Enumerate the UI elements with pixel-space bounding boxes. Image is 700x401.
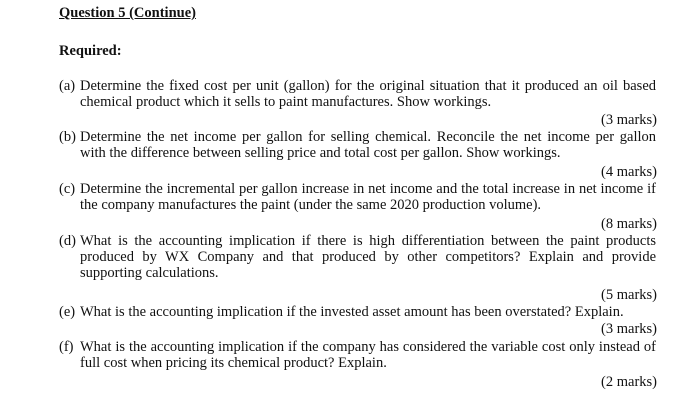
question-c-marks: (8 marks) — [601, 216, 657, 232]
question-f-text: What is the accounting implication if the company has considered the variable cost only instead of full cost when pricing its chemical product? Explain. — [80, 339, 656, 371]
question-c-letter: (c) — [59, 181, 76, 197]
required-label: Required: — [59, 43, 122, 59]
question-d-letter: (d) — [59, 233, 76, 249]
question-e-marks: (3 marks) — [601, 321, 657, 337]
question-e-letter: (e) — [59, 304, 76, 320]
question-heading: Question 5 (Continue) — [59, 5, 196, 21]
question-f-letter: (f) — [59, 339, 74, 355]
question-b-text: Determine the net income per gallon for selling chemical. Reconcile the net income per gallon with the difference between selling price and total cost per gallon. Show workings. — [80, 129, 656, 161]
question-d-marks: (5 marks) — [601, 287, 657, 303]
question-d-text: What is the accounting implication if there is high differentiation between the paint products produced by WX Company and that produced by other competitors? Explain and provide supporting calculations. — [80, 233, 656, 281]
question-a-letter: (a) — [59, 78, 76, 94]
question-b-letter: (b) — [59, 129, 76, 145]
question-b-marks: (4 marks) — [601, 164, 657, 180]
question-a-marks: (3 marks) — [601, 112, 657, 128]
question-c-text: Determine the incremental per gallon increase in net income and the total increase in net income if the company manufactures the paint (under the same 2020 production volume). — [80, 181, 656, 213]
question-a-text: Determine the fixed cost per unit (gallon) for the original situation that it produced an oil based chemical product which it sells to paint manufactures. Show workings. — [80, 78, 656, 110]
question-e-text: What is the accounting implication if the invested asset amount has been overstated? Explain. — [80, 304, 624, 320]
question-f-marks: (2 marks) — [601, 374, 657, 390]
